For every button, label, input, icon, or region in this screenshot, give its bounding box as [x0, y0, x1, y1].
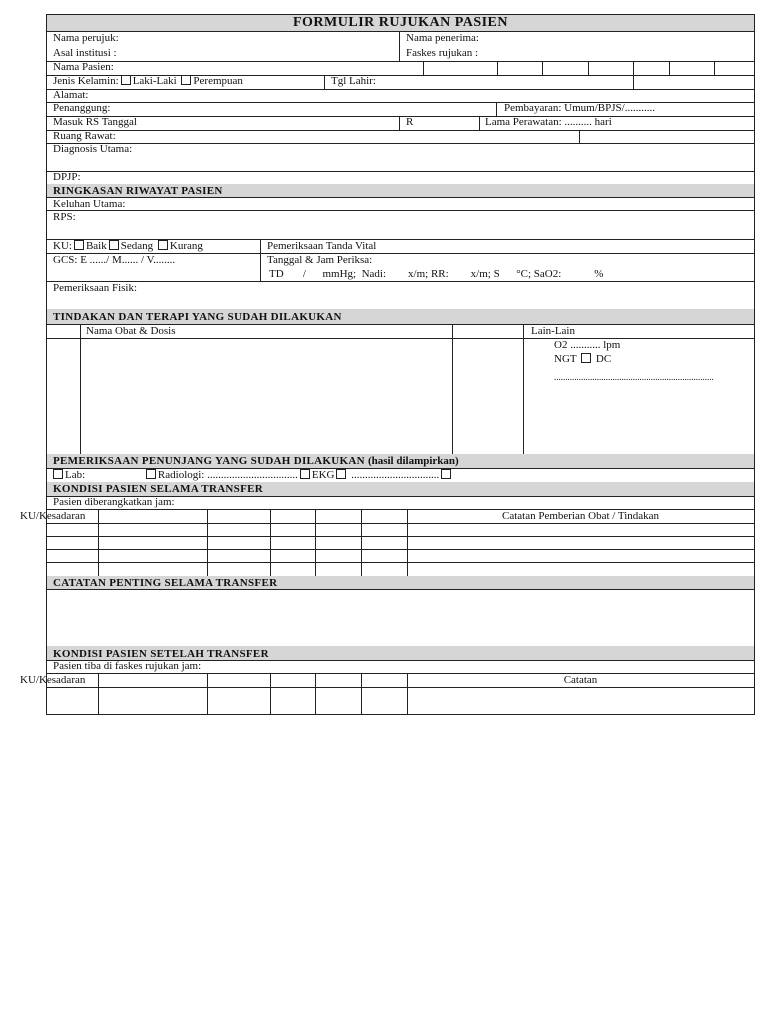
tiba-label: Pasien tiba di faskes rujukan jam:	[53, 660, 202, 672]
riwayat-header: RINGKASAN RIWAYAT PASIEN	[53, 185, 223, 197]
nama-pasien-label: Nama Pasien:	[53, 61, 114, 73]
other-checkbox[interactable]	[441, 469, 451, 479]
selama-header: KONDISI PASIEN SELAMA TRANSFER	[53, 483, 263, 495]
ku-kesadaran-selama: KU/Kesadaran	[20, 510, 86, 522]
ruang-rawat-label: Ruang Rawat:	[53, 130, 116, 142]
lama-perawatan-label: Lama Perawatan: .......... hari	[485, 116, 612, 128]
jenis-kelamin-label: Jenis Kelamin: Laki-Laki Perempuan	[53, 75, 243, 87]
asal-institusi-label: Asal institusi :	[53, 47, 117, 59]
nama-perujuk-label: Nama perujuk:	[53, 32, 119, 44]
catatan-penting-header: CATATAN PENTING SELAMA TRANSFER	[53, 577, 278, 589]
lab-checkbox[interactable]	[53, 469, 63, 479]
tgl-lahir-label: Tgl Lahir:	[331, 75, 376, 87]
rps-label: RPS:	[53, 211, 76, 223]
nama-obat-header: Nama Obat & Dosis	[86, 325, 176, 337]
keluhan-label: Keluhan Utama:	[53, 198, 126, 210]
vitals-line: TD / mmHg; Nadi: x/m; RR: x/m; S °C; SaO2: %	[269, 268, 604, 280]
tanda-vital-label: Pemeriksaan Tanda Vital	[267, 240, 377, 252]
catatan-header: Catatan	[563, 674, 598, 686]
diagnosis-label: Diagnosis Utama:	[53, 143, 133, 155]
faskes-rujukan-label: Faskes rujukan :	[406, 47, 479, 59]
lain-lain-header: Lain-Lain	[531, 325, 575, 337]
tindakan-header: TINDAKAN DAN TERAPI YANG SUDAH DILAKUKAN	[53, 311, 342, 323]
o2-label: O2 ........... lpm	[554, 339, 621, 351]
nama-penerima-label: Nama penerima:	[406, 32, 479, 44]
ekg-checkbox-left[interactable]	[300, 469, 310, 479]
pembayaran-label: Pembayaran: Umum/BPJS/...........	[504, 102, 655, 114]
form-title: FORMULIR RUJUKAN PASIEN	[292, 15, 509, 30]
r-label: R	[406, 116, 414, 128]
ngt-checkbox[interactable]	[581, 353, 591, 363]
penunjang-header: PEMERIKSAAN PENUNJANG YANG SUDAH DILAKUKAN (hasil dilampirkan)	[53, 455, 459, 467]
ekg-checkbox[interactable]	[336, 469, 346, 479]
ku-kesadaran-setelah: KU/Kesadaran	[20, 674, 86, 686]
setelah-header: KONDISI PASIEN SETELAH TRANSFER	[53, 648, 269, 660]
ngt-dc-row: NGT DC	[554, 353, 612, 365]
lain-lain-dots: .......................................................................	[554, 372, 714, 382]
diberangkatkan-label: Pasien diberangkatkan jam:	[53, 496, 175, 508]
radiologi-checkbox[interactable]	[146, 469, 156, 479]
pemeriksaan-fisik-label: Pemeriksaan Fisik:	[53, 282, 138, 294]
baik-checkbox[interactable]	[74, 240, 84, 250]
perempuan-checkbox[interactable]	[181, 75, 191, 85]
alamat-label: Alamat:	[53, 89, 89, 101]
penunjang-row: Lab: Radiologi: ................................. EKG ................................	[51, 469, 453, 481]
referral-form	[46, 14, 755, 715]
sedang-checkbox[interactable]	[109, 240, 119, 250]
gcs-label: GCS: E ....../ M...... / V........	[53, 254, 176, 266]
ku-row: KU: Baik Sedang Kurang	[53, 240, 203, 252]
masuk-rs-label: Masuk RS Tanggal	[53, 116, 137, 128]
laki-laki-checkbox[interactable]	[121, 75, 131, 85]
penanggung-label: Penanggung:	[53, 102, 111, 114]
tanggal-jam-periksa-label: Tanggal & Jam Periksa:	[267, 254, 373, 266]
dpjp-label: DPJP:	[53, 171, 81, 183]
catatan-obat-header: Catatan Pemberian Obat / Tindakan	[501, 510, 660, 522]
kurang-checkbox[interactable]	[158, 240, 168, 250]
